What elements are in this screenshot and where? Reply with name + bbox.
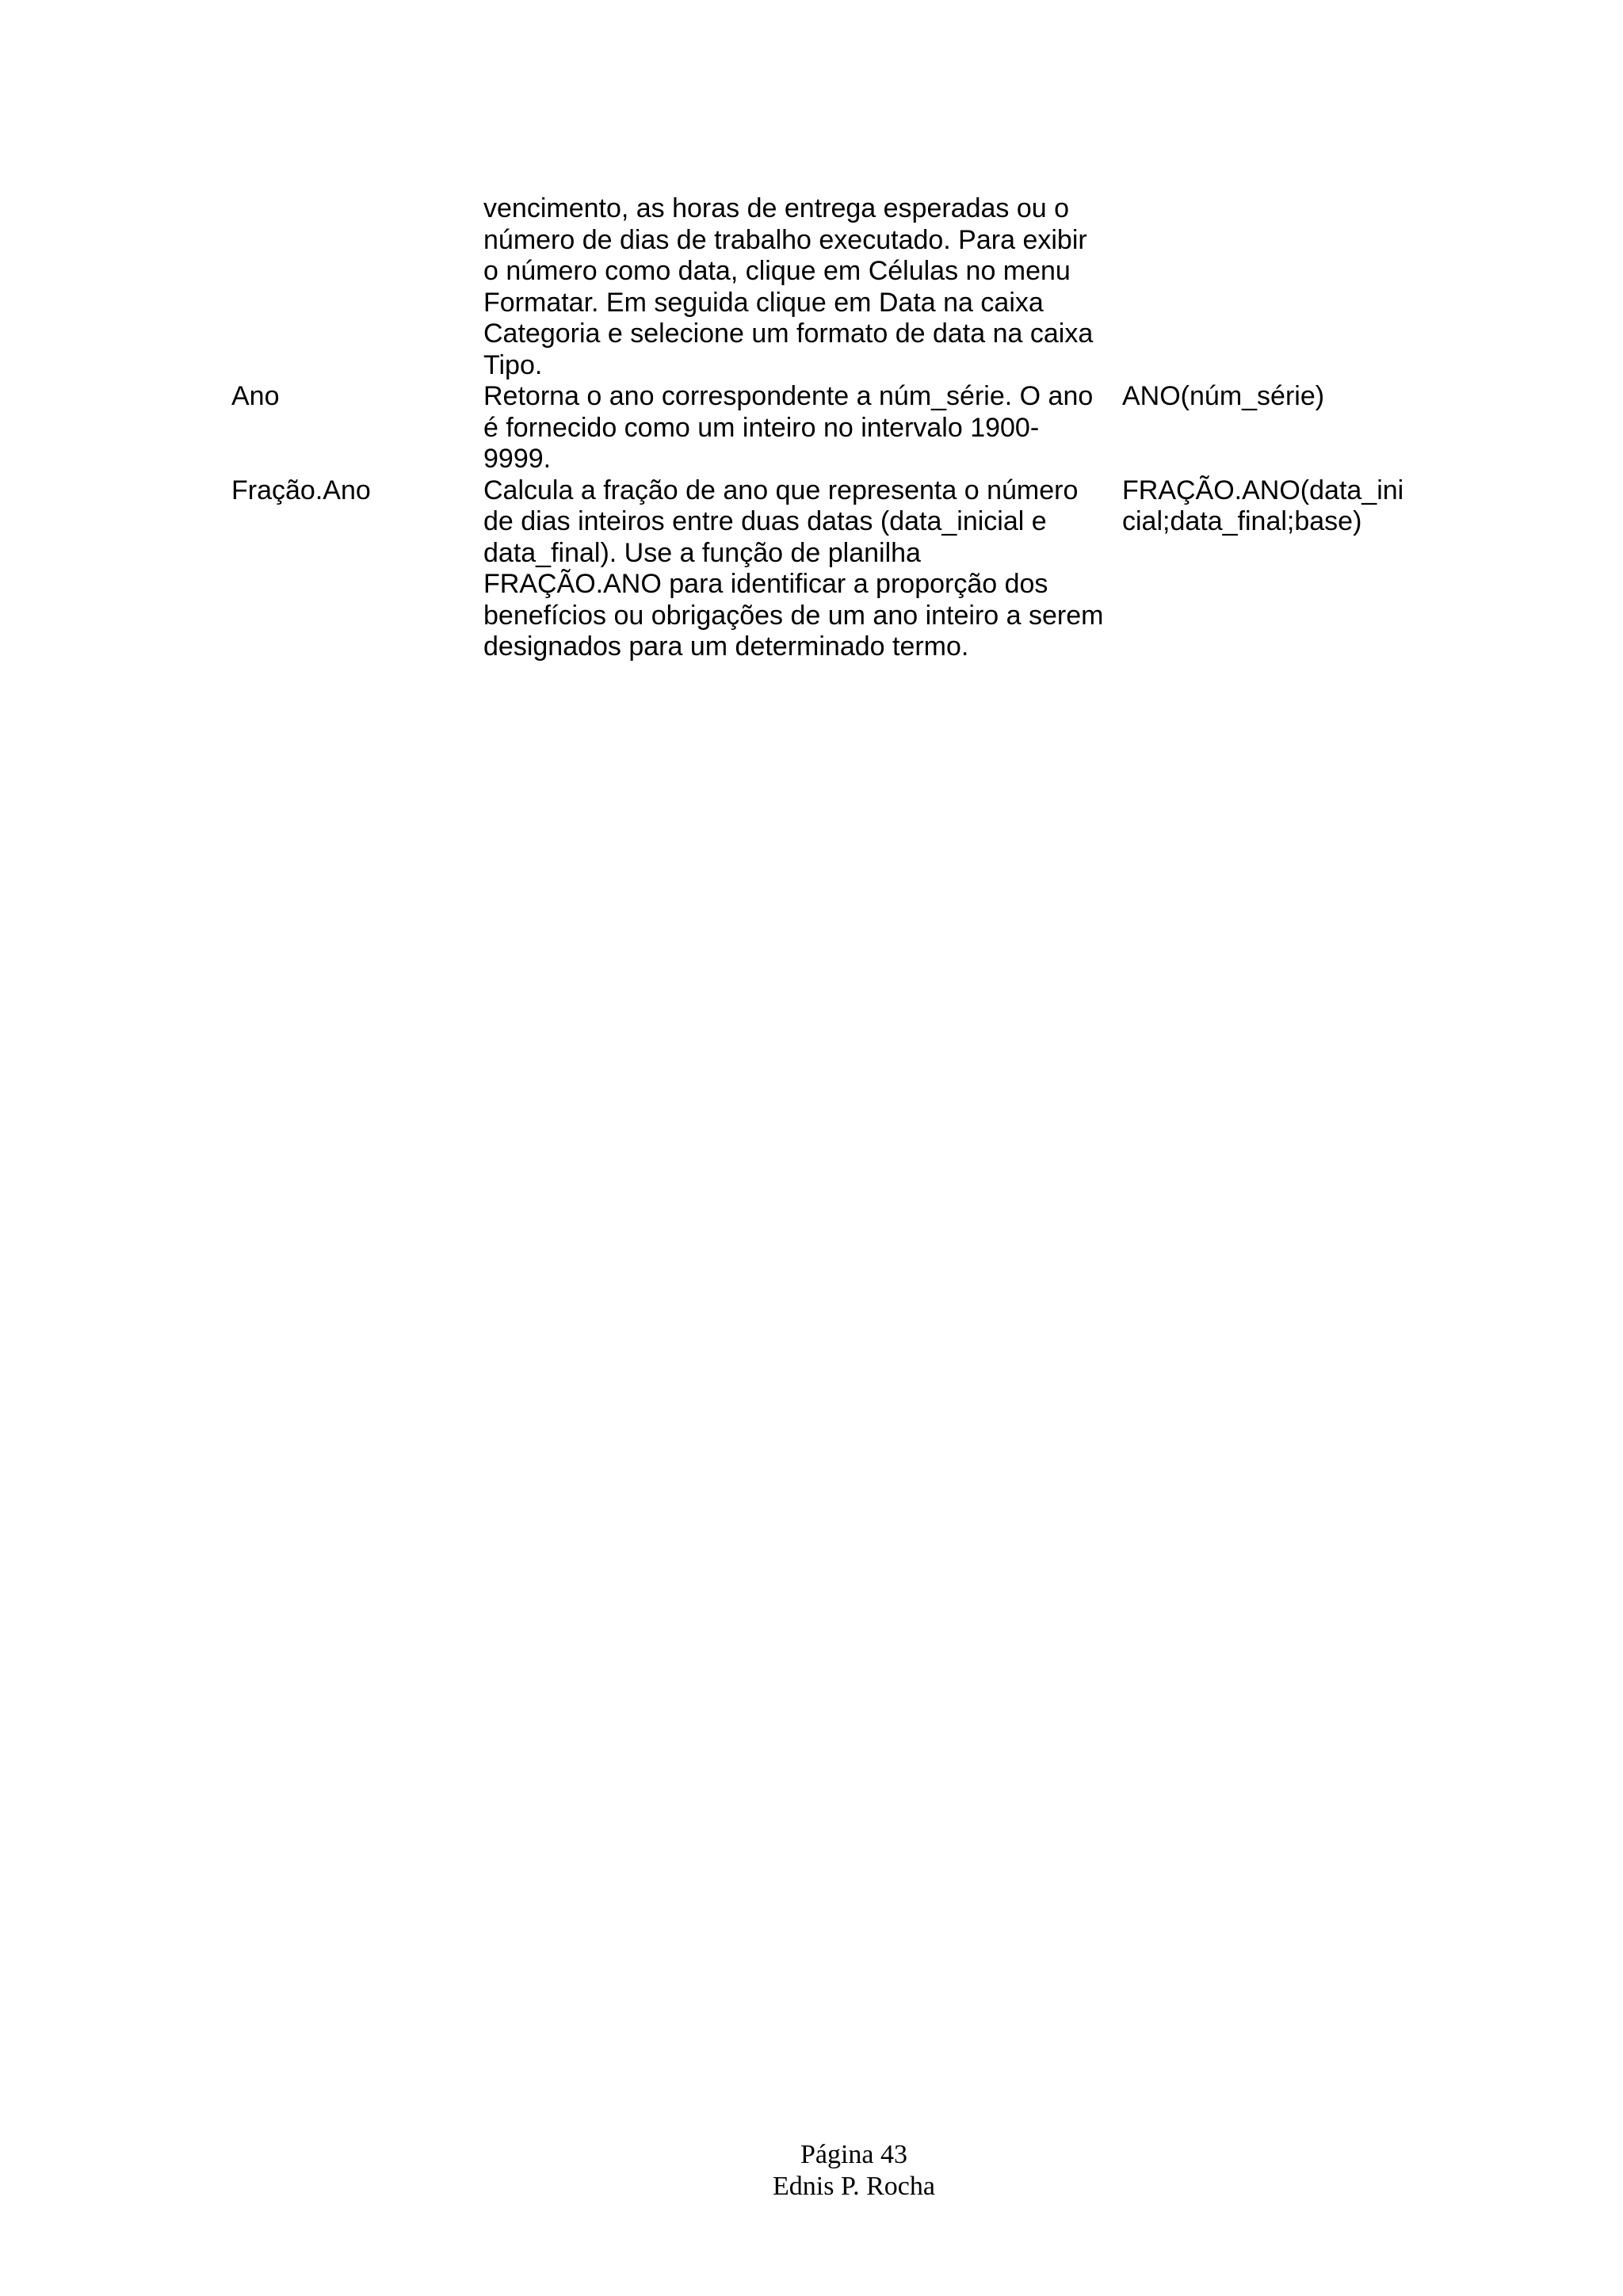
function-syntax: FRAÇÃO.ANO(data_ini cial;data_final;base) — [1122, 475, 1404, 536]
table-row — [231, 193, 1452, 381]
function-syntax: ANO(núm_série) — [1122, 381, 1325, 411]
function-description: vencimento, as horas de entrega esperadas ou o número de dias de trabalho executado. Para exibir o número como data, clique em Células no menu Formatar. Em seguida clique em Data na caixa Categoria e selecione um formato de data na caixa Tipo. — [483, 193, 1094, 380]
page-footer — [0, 2139, 1623, 2203]
function-name: Ano — [231, 381, 280, 411]
table-row — [231, 475, 1452, 663]
page-number: Página 43 — [800, 2140, 908, 2169]
function-description: Calcula a fração de ano que representa o número de dias inteiros entre duas datas (data_inicial e data_final). Use a função de planilha FRAÇÃO.ANO para identificar a proporção dos benefícios ou obrigações de um ano inteiro a serem designados para um determinado termo. — [483, 475, 1104, 662]
function-description: Retorna o ano correspondente a núm_série. O ano é fornecido como um inteiro no intervalo 1900- 9999. — [483, 381, 1094, 474]
author-name: Ednis P. Rocha — [773, 2172, 935, 2201]
function-name: Fração.Ano — [231, 475, 371, 505]
function-table — [231, 193, 1452, 663]
table-row — [231, 381, 1452, 475]
